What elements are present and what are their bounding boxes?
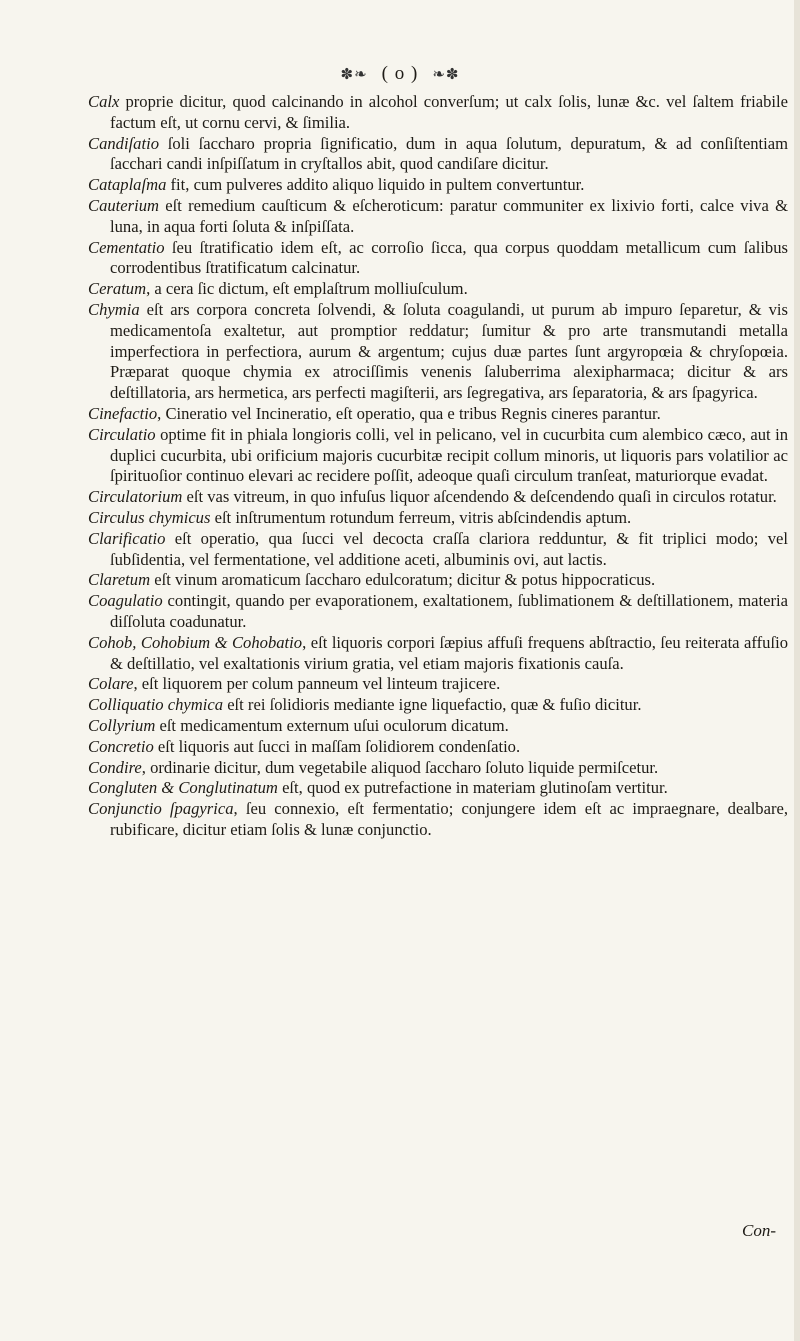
entry-term: Cementatio: [88, 237, 165, 257]
entry-definition: ſeu ſtratificatio idem eſt, ac corroſio ſicca, qua corpus quoddam metallicum cum ſalibus corrodentibus ſtratificatum calcinatur.: [110, 237, 788, 278]
entry-definition: fit, cum pulveres addito aliquo liquido in pultem convertuntur.: [166, 175, 585, 195]
entry-term: Cataplaſma: [88, 175, 167, 195]
entry-definition: optime fit in phiala longioris colli, vel in pelicano, vel in cucurbita cum alembico cæco, aut in duplici cucurbita, ubi orificium majoris cucurbitæ recipit collum minoris, ut liquoris pars volatilior ac ſpirituoſior continuo elevari ac recidere poſſit, adeoque quaſi circulum tranſeat, maturiorque evadat.: [110, 424, 788, 486]
glossary-entry: [88, 529, 788, 571]
glossary-entry: [88, 175, 788, 196]
entry-definition: , eſt liquoris corpori ſæpius affuſi frequens abſtractio, ſeu reiterata affuſio & deſtillatio, vel exaltationis virium gratia, vel etiam majoris fixationis cauſa.: [110, 632, 788, 673]
glossary-entry: [88, 487, 788, 508]
glossary-entry: [88, 695, 788, 716]
catchword: Con-: [742, 1221, 776, 1240]
glossary-entry: [88, 758, 788, 779]
entry-definition: eſt inſtrumentum rotundum ferreum, vitris abſcindendis aptum.: [210, 507, 632, 527]
entry-term: Coagulatio: [88, 591, 163, 611]
entry-definition: , ſeu connexio, eſt fermentatio; conjungere idem eſt ac impraegnare, dealbare, rubificare, dicitur etiam ſolis & lunæ conjunctio.: [110, 799, 789, 839]
entry-term: Circulatorium: [88, 487, 183, 507]
entry-term: Circulus chymicus: [88, 507, 211, 527]
glossary-entry: [88, 92, 788, 134]
entry-definition: ſoli ſaccharo propria ſignificatio, dum in aqua ſolutum, depuratum, & ad conſiſtentiam ſacchari candi inſpiſſatum in cryſtallos abit, quod candiſare dicitur.: [110, 133, 788, 174]
entry-definition: eſt liquoris aut ſucci in maſſam ſolidiorem condenſatio.: [153, 736, 521, 756]
glossary-entry: [88, 570, 788, 591]
entry-definition: eſt vinum aromaticum ſaccharo edulcoratum; dicitur & potus hippocraticus.: [150, 570, 656, 590]
entry-definition: proprie dicitur, quod calcinando in alcohol converſum; ut calx ſolis, lunæ &c. vel ſaltem friabile factum eſt, ut cornu cervi, & ſimilia.: [110, 92, 788, 132]
glossary-entry: [88, 279, 788, 300]
ornament-right-icon: ❧✽: [432, 66, 460, 83]
entry-term: Cinefactio: [88, 403, 158, 423]
entry-term: Calx: [88, 92, 120, 111]
entry-definition: , a cera ſic dictum, eſt emplaſtrum molliuſculum.: [146, 279, 468, 299]
ornament-left-icon: ✽❧: [340, 66, 368, 83]
entry-term: Colare: [88, 674, 134, 694]
entry-definition: , ordinarie dicitur, dum vegetabile aliquod ſaccharo ſoluto liquide permiſcetur.: [141, 757, 659, 777]
glossary-entry: [88, 716, 788, 737]
glossary-entry: [88, 238, 788, 280]
entry-term: Conjunctio ſpagyrica: [88, 799, 234, 819]
glossary-entry: [88, 591, 788, 633]
entry-term: Candiſatio: [88, 133, 159, 153]
entry-term: Claretum: [88, 570, 151, 590]
entry-term: Cohob, Cohobium & Cohobatio: [88, 632, 303, 652]
entry-definition: , Cineratio vel Incineratio, eſt operatio, qua e tribus Regnis cineres parantur.: [157, 403, 661, 423]
entry-term: Cauterium: [88, 195, 159, 215]
glossary-entry: [88, 778, 788, 799]
entry-definition: contingit, quando per evaporationem, exaltationem, ſublimationem & deſtillationem, materia diſſoluta coadunatur.: [110, 591, 788, 631]
glossary-entry: [88, 300, 788, 404]
glossary-entries: [88, 92, 788, 841]
entry-term: Colliquatio chymica: [88, 695, 224, 715]
entry-term: Condire: [88, 757, 142, 777]
entry-term: Circulatio: [88, 424, 156, 444]
glossary-entry: [88, 134, 788, 176]
page-edge: [794, 0, 800, 1341]
entry-term: Chymia: [88, 299, 140, 319]
entry-term: Ceratum: [88, 279, 147, 299]
glossary-entry: [88, 633, 788, 675]
glossary-entry: [88, 196, 788, 238]
glossary-entry: [88, 508, 788, 529]
entry-definition: eſt medicamentum externum uſui oculorum dicatum.: [155, 715, 509, 735]
entry-definition: , eſt liquorem per colum panneum vel linteum trajicere.: [133, 674, 501, 694]
glossary-entry: [88, 674, 788, 695]
entry-term: Congluten & Conglutinatum: [88, 778, 278, 798]
entry-definition: eſt, quod ex putrefactione in materiam glutinoſam vertitur.: [277, 778, 668, 798]
entry-term: Concretio: [88, 736, 154, 756]
glossary-entry: [88, 425, 788, 487]
entry-definition: eſt operatio, qua ſucci vel decocta craſſa clariora redduntur, & fit triplici modo; vel ſubſidentia, vel fermentatione, vel additione aceti, albuminis ovi, aut lactis.: [110, 528, 788, 569]
entry-definition: eſt vas vitreum, in quo infuſus liquor aſcendendo & deſcendendo quaſi in circulos rotatur.: [182, 487, 777, 507]
page-header: [0, 62, 800, 85]
entry-term: Collyrium: [88, 715, 156, 735]
entry-definition: eſt rei ſolidioris mediante igne liquefactio, quæ & fuſio dicitur.: [223, 695, 642, 715]
glossary-entry: [88, 799, 788, 841]
glossary-entry: [88, 404, 788, 425]
glossary-entry: [88, 737, 788, 758]
entry-term: Clarificatio: [88, 528, 166, 548]
entry-definition: eſt ars corpora concreta ſolvendi, & ſoluta coagulandi, ut purum ab impuro ſeparetur, & vis medicamentoſa exaltetur, aut promptior reddatur; ſumitur & pro arte transmutandi metalla imperfectiora in perfectiora, aurum & argentum; cujus duæ partes ſunt argyropœia & chryſopœia. Præparat quoque chymia ex atrociſſimis venenis ſaluberrima alexipharmaca; dicitur & ars deſtillatoria, ars hermetica, ars perfecti magiſterii, ars ſegregativa, ars ſeparatoria, & ars ſpagyrica.: [110, 299, 788, 403]
page-number: ( o ): [381, 63, 419, 84]
entry-definition: eſt remedium cauſticum & eſcheroticum: paratur communiter ex lixivio forti, calce viva & luna, in aqua forti ſoluta & inſpiſſata.: [110, 195, 788, 236]
